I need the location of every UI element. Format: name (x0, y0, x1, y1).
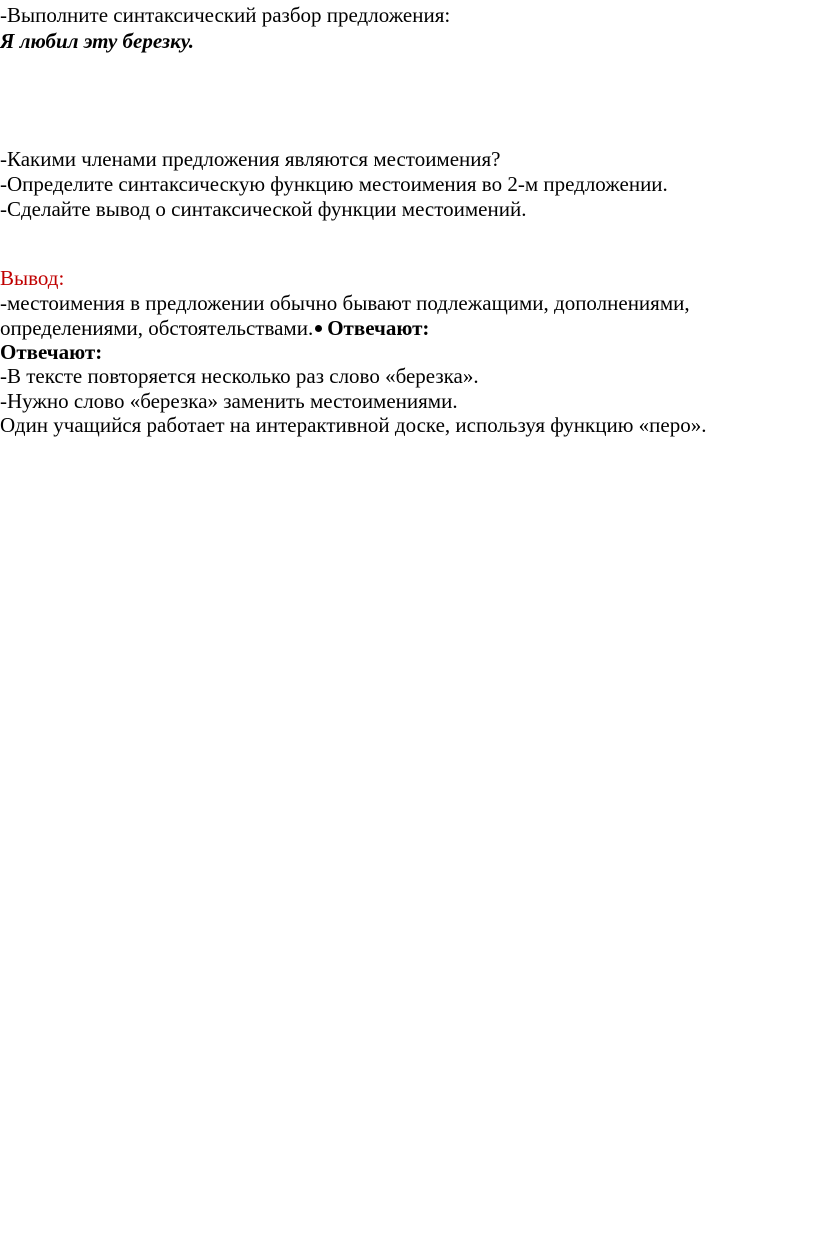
conclusion-heading: Вывод: (0, 266, 65, 290)
conclusion-line-2: определениями, обстоятельствами. (0, 316, 314, 340)
question-1: -Какими членами предложения являются местоимения? (0, 147, 501, 171)
question-2: -Определите синтаксическую функцию местоимения во 2-м предложении. (0, 172, 668, 196)
answer-label: Отвечают: (0, 340, 103, 364)
bullet-icon (315, 325, 322, 332)
inline-answer-label: Отвечают: (327, 316, 430, 340)
question-3: -Сделайте вывод о синтаксической функции местоимений. (0, 197, 527, 221)
task-sentence: Я любил эту березку. (0, 29, 194, 53)
answer-1: -В тексте повторяется несколько раз слово «березка». (0, 364, 479, 388)
answer-2: -Нужно слово «березка» заменить местоимениями. (0, 389, 458, 413)
conclusion-line-2-container (0, 315, 429, 341)
task-instruction: -Выполните синтаксический разбор предложения: (0, 3, 451, 27)
answer-3: Один учащийся работает на интерактивной доске, используя функцию «перо». (0, 413, 707, 437)
conclusion-line-1: -местоимения в предложении обычно бывают подлежащими, дополнениями, (0, 291, 690, 315)
